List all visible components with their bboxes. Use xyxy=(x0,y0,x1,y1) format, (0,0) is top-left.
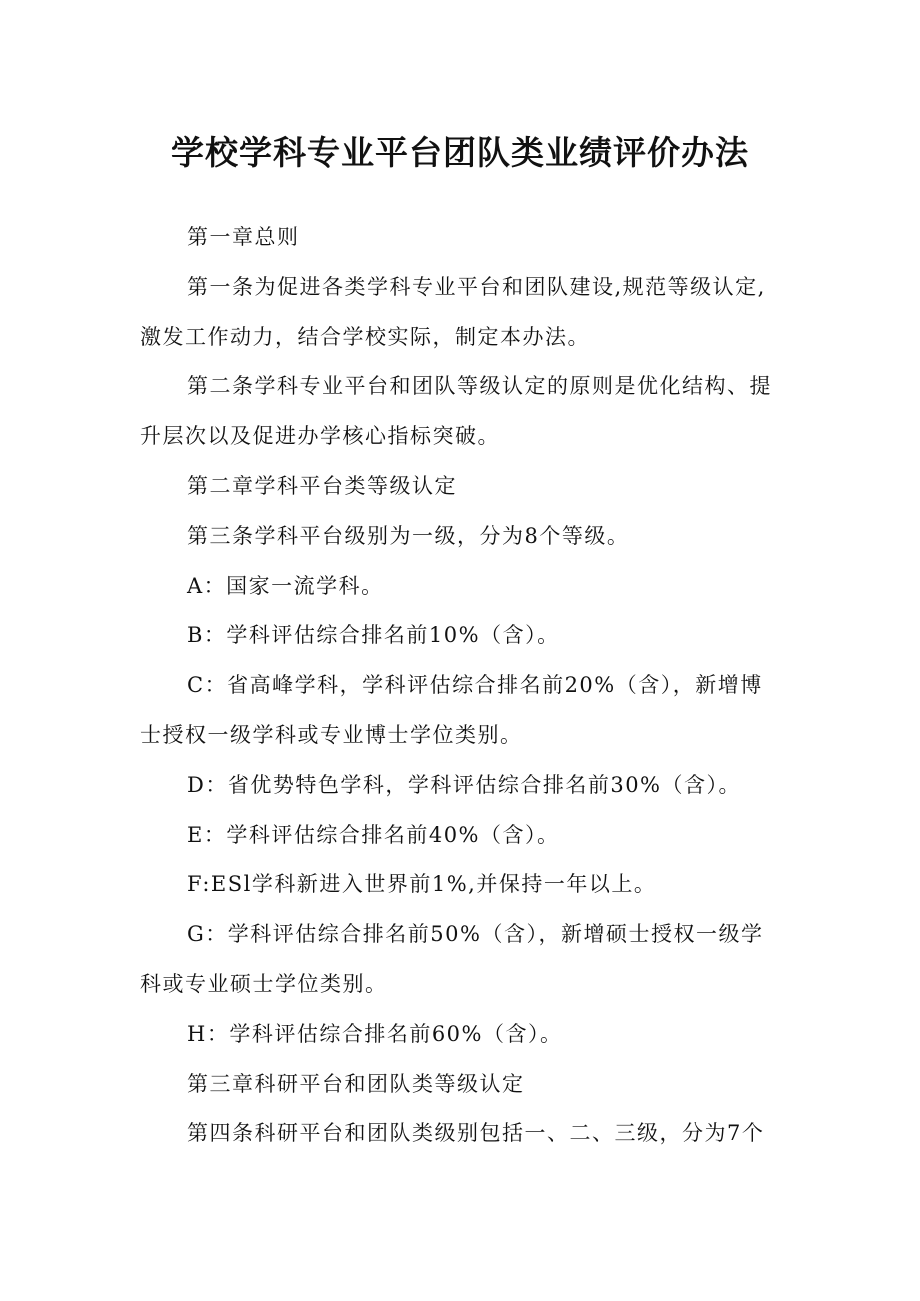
level-item: G：学科评估综合排名前50%（含），新增硕士授权一级学科或专业硕士学位类别。 xyxy=(140,922,764,996)
document-title: 学校学科专业平台团队类业绩评价办法 xyxy=(171,133,749,172)
level-item: H：学科评估综合排名前60%（含）。 xyxy=(187,1021,563,1046)
level-item: C：省高峰学科，学科评估综合排名前20%（含），新增博士授权一级学科或专业博士学位类别。 xyxy=(140,673,763,747)
level-item: D：省优势特色学科，学科评估综合排名前30%（含）。 xyxy=(187,772,742,797)
document-body xyxy=(140,213,785,1159)
level-item: F:ESl学科新进入世界前1%,并保持一年以上。 xyxy=(187,872,657,897)
level-item: B：学科评估综合排名前10%（含）。 xyxy=(187,623,560,648)
level-item: A：国家一流学科。 xyxy=(187,573,384,598)
level-item: E：学科评估综合排名前40%（含）。 xyxy=(187,822,560,847)
article-paragraph: 第三条学科平台级别为一级，分为8个等级。 xyxy=(187,523,630,548)
article-paragraph: 第一条为促进各类学科专业平台和团队建设,规范等级认定,激发工作动力，结合学校实际，制定本办法。 xyxy=(140,274,766,349)
chapter-heading: 第一章总则 xyxy=(187,225,300,249)
chapter-heading: 第二章学科平台类等级认定 xyxy=(187,473,457,498)
article-paragraph: 第二条学科专业平台和团队等级认定的原则是优化结构、提升层次以及促进办学核心指标突破。 xyxy=(140,374,772,449)
article-paragraph: 第四条科研平台和团队类级别包括一、二、三级，分为7个 xyxy=(187,1121,765,1146)
chapter-heading: 第三章科研平台和团队类等级认定 xyxy=(187,1071,525,1096)
